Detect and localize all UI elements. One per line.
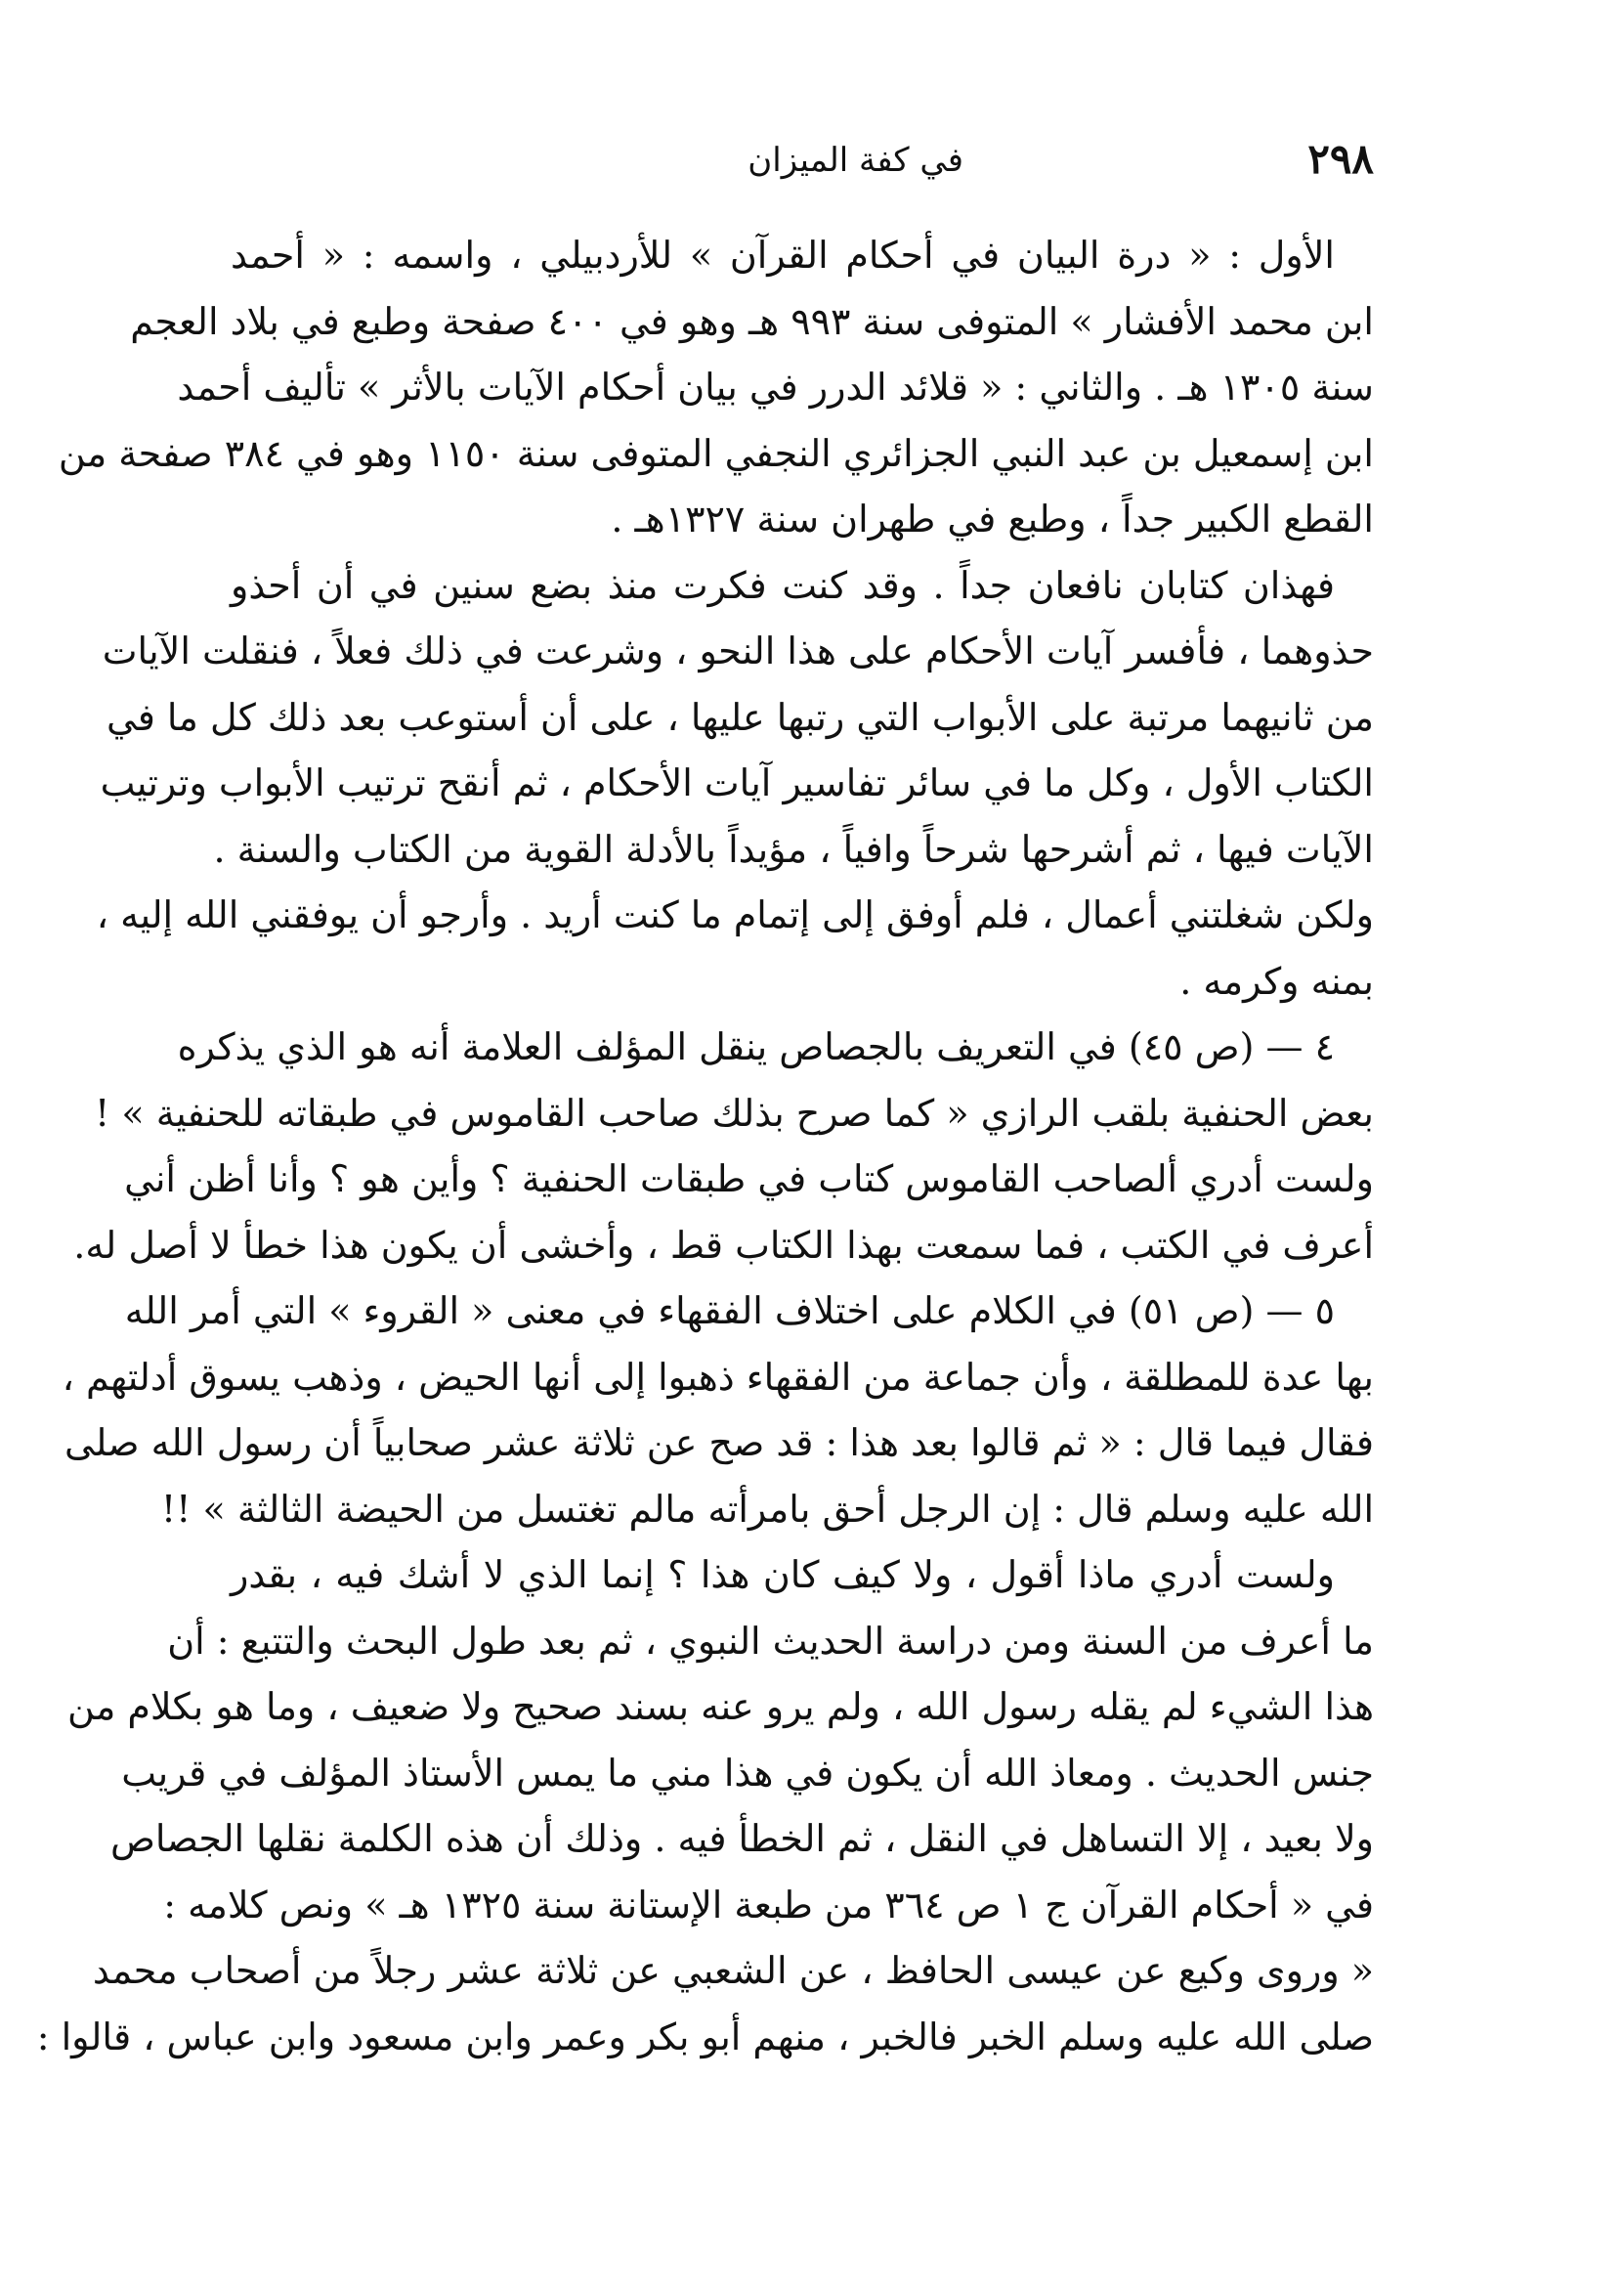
text-line: بمنه وكرمه .	[1179, 959, 1374, 1003]
text-line: « وروى وكيع عن عيسى الحافظ ، عن الشعبي عن ثلاثة عشر رجلاً من أصحاب محمد	[92, 1949, 1374, 1992]
running-title: في كفة الميزان	[748, 141, 963, 180]
text-line: فهذان كتابان نافعان جداً . وقد كنت فكرت منذ بضع سنين في أن أحذو	[231, 563, 1335, 607]
text-line: ابن محمد الأفشار » المتوفى سنة ٩٩٣ هـ وهو في ٤٠٠ صفحة وطبع في بلاد العجم	[130, 299, 1374, 343]
text-line: فقال فيما قال : « ثم قالوا بعد هذا : قد صح عن ثلاثة عشر صحابياً أن رسول الله صلى	[64, 1421, 1374, 1464]
page-header	[231, 135, 1374, 194]
text-line: من ثانيهما مرتبة على الأبواب التي رتبها عليها ، على أن أستوعب بعد ذلك كل ما في	[107, 695, 1374, 739]
text-line: ولست أدري ألصاحب القاموس كتاب في طبقات الحنفية ؟ وأين هو ؟ وأنا أظن أني	[124, 1157, 1374, 1200]
text-line: بعض الحنفية بلقب الرازي « كما صرح بذلك صاحب القاموس في طبقاته للحنفية » !	[95, 1091, 1374, 1135]
text-line: الأول : « درة البيان في أحكام القرآن » للأردبيلي ، واسمه : « أحمد	[231, 234, 1335, 277]
text-line: سنة ١٣٠٥ هـ . والثاني : « قلائد الدرر في بيان أحكام الآيات بالأثر » تأليف أحمد	[177, 366, 1374, 409]
text-line: جنس الحديث . ومعاذ الله أن يكون في هذا مني ما يمس الأستاذ المؤلف في قريب	[121, 1751, 1374, 1795]
text-line: ٥ — (ص ٥١) في الكلام على اختلاف الفقهاء في معنى « القروء » التي أمر الله	[124, 1289, 1335, 1332]
text-line: ما أعرف من السنة ومن دراسة الحديث النبوي ، ثم بعد طول البحث والتتبع : أن	[167, 1619, 1374, 1663]
body-text	[36, 223, 1374, 2070]
page-number: ٢٩٨	[1307, 135, 1374, 183]
text-line: الكتاب الأول ، وكل ما في سائر تفاسير آيات الأحكام ، ثم أنقح ترتيب الأبواب وترتيب	[100, 761, 1374, 804]
text-line: حذوهما ، فأفسر آيات الأحكام على هذا النحو ، وشرعت في ذلك فعلاً ، فنقلت الآيات	[102, 629, 1374, 672]
text-line: الآيات فيها ، ثم أشرحها شرحاً وافياً ، مؤيداً بالأدلة القوية من الكتاب والسنة .	[213, 827, 1374, 871]
text-line: الله عليه وسلم قال : إن الرجل أحق بامرأته مالم تغتسل من الحيضة الثالثة » !!	[160, 1487, 1374, 1531]
text-line: ٤ — (ص ٤٥) في التعريف بالجصاص ينقل المؤلف العلامة أنه هو الذي يذكره	[177, 1025, 1335, 1068]
text-line: ابن إسمعيل بن عبد النبي الجزائري النجفي المتوفى سنة ١١٥٠ وهو في ٣٨٤ صفحة من	[58, 431, 1374, 475]
text-line: أعرف في الكتب ، فما سمعت بهذا الكتاب قط ، وأخشى أن يكون هذا خطأ لا أصل له.	[73, 1223, 1374, 1267]
text-line: القطع الكبير جداً ، وطبع في طهران سنة ١٣٢٧هـ .	[611, 498, 1374, 541]
text-line: بها عدة للمطلقة ، وأن جماعة من الفقهاء ذهبوا إلى أنها الحيض ، وذهب يسوق أدلتهم ،	[62, 1355, 1374, 1399]
text-line: هذا الشيء لم يقله رسول الله ، ولم يرو عنه بسند صحيح ولا ضعيف ، وما هو بكلام من	[67, 1685, 1374, 1728]
text-line: ولا بعيد ، إلا التساهل في النقل ، ثم الخطأ فيه . وذلك أن هذه الكلمة نقلها الجصاص	[109, 1817, 1374, 1860]
text-line: ولكن شغلتني أعمال ، فلم أوفق إلى إتمام ما كنت أريد . وأرجو أن يوفقني الله إليه ،	[96, 893, 1374, 936]
text-line: صلى الله عليه وسلم الخبر فالخبر ، منهم أبو بكر وعمر وابن مسعود وابن عباس ، قالوا :	[36, 2014, 1374, 2058]
text-line: في « أحكام القرآن ج ١ ص ٣٦٤ من طبعة الإستانة سنة ١٣٢٥ هـ » ونص كلامه :	[163, 1883, 1374, 1927]
text-line: ولست أدري ماذا أقول ، ولا كيف كان هذا ؟ إنما الذي لا أشك فيه ، بقدر	[231, 1553, 1335, 1596]
